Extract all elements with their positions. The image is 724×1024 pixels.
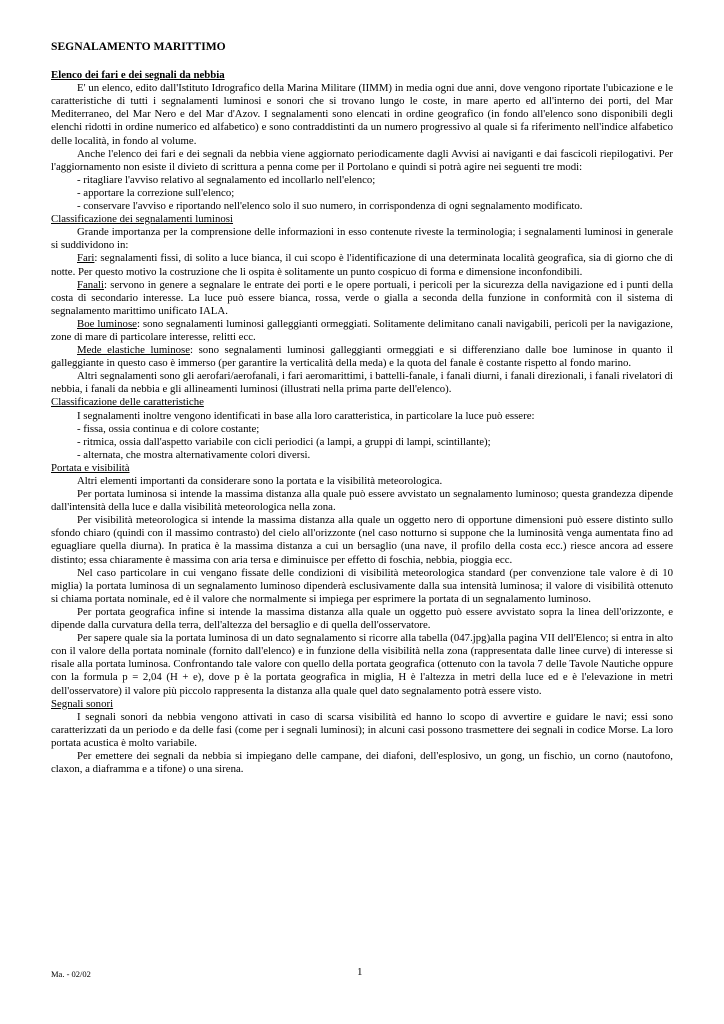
section-heading-portata: Portata e visibilità: [51, 461, 130, 474]
list-item: - fissa, ossia continua e di colore costante;: [77, 422, 260, 435]
term-mede-elastiche: Mede elastiche luminose: [77, 344, 191, 357]
paragraph: Per portata luminosa si intende la massima distanza alla quale può essere avvistato un segnalamento luminoso; questa grandezza dipende dall'intensità della luce e dalla visibilità meteorologica nella zona.: [51, 488, 673, 514]
list-item: - ritagliare l'avviso relativo al segnalamento ed incollarlo nell'elenco;: [77, 173, 376, 186]
list-item: - apportare la correzione sull'elenco;: [77, 186, 235, 199]
section-heading-classificazione-caratteristiche: Classificazione delle caratteristiche: [51, 396, 204, 409]
document-page: [51, 40, 673, 776]
document-title: SEGNALAMENTO MARITTIMO: [51, 40, 226, 53]
definition-fanali: [51, 279, 673, 318]
paragraph: E' un elenco, edito dall'Istituto Idrografico della Marina Militare (IIMM) in media ogni due anni, dove vengono riportate l'ubicazione e le caratteristiche di tutti i segnalamenti luminosi e sonori che si trovano lungo le coste, in mare aperto ed all'interno dei porti, del Mar Mediterraneo, del Mar Nero e del Mar d'Azov. I segnalamenti sono elencati in ordine geografico (in fondo all'elenco sono disponibili degli elenchi ridotti in ordine numerico ed alfabetico) e sono contraddistinti da un numero progressivo al quale si fa riferimento nell'indice alfabetico delle località, in fondo al volume.: [51, 82, 673, 147]
definition-text: : servono in genere a segnalare le entrate dei porti e le opere portuali, i pericoli per la sicurezza della navigazione ed i punti della costa di secondario interesse. La luce può essere bianca, rossa, verde o gialla a seconda della funzione in conformità con il sistema di segnalamento marittimo unificato IALA.: [51, 278, 673, 317]
paragraph: Grande importanza per la comprensione delle informazioni in esso contenute riveste la terminologia; i segnalamenti luminosi in generale si suddividono in:: [51, 226, 673, 252]
definition-text: : sono segnalamenti luminosi galleggianti ormeggiati. Solitamente delimitano canali navigabili, pericoli per la navigazione, zone di mare di particolare interesse, relitti ecc.: [51, 317, 673, 343]
definition-mede: [51, 344, 673, 370]
paragraph: Nel caso particolare in cui vengano fissate delle condizioni di visibilità meteorologica standard (per convenzione tale valore è di 10 miglia) la portata luminosa di un segnalamento luminoso dipenderà esclusivamente dalla sua intensità luminosa; il valore di visibilità ottenuto si chiama portata nominale, ed è il valore che normalmente si impiega per esprimere la portata di un segnalamento luminoso.: [51, 566, 673, 605]
definition-boe: [51, 318, 673, 344]
paragraph: Anche l'elenco dei fari e dei segnali da nebbia viene aggiornato periodicamente dagli Avvisi ai naviganti e dai fascicoli riepilogativi. Per l'aggiornamento non esiste il divieto di scrittura a penna come per il Portolano e quindi si potrà agire nei seguenti tre modi:: [51, 147, 673, 173]
term-boe-luminose: Boe luminose: [77, 317, 137, 330]
paragraph: Per portata geografica infine si intende la massima distanza alla quale un oggetto può essere avvistato sopra la linea dell'orizzonte, e dipende dalla curvatura della terra, dell'altezza del bersaglio e di quella dell'osservatore.: [51, 605, 673, 632]
paragraph: Per sapere quale sia la portata luminosa di un dato segnalamento si ricorre alla tabella (047.jpg)alla pagina VII dell'Elenco; si entra in alto con il valore della portata nominale (fornito dall'elenco) e in funzione della visibilità nella zona (rappresentata dalle linee curve) di interesse si risale alla portata luminosa. Confrontando tale valore con quello della portata geografica (ottenuto con la tavola 7 delle Tavole Nautiche oppure con la formula p = 2,04 (H + e), dove p è la portata geografica in miglia, H è l'altezza in metri della luce ed e è l'elevazione in metri dell'osservatore) il valore più piccolo rappresenta la distanza alla quale quel dato segnalamento potrà essere visto.: [51, 632, 673, 697]
list-item: - conservare l'avviso e riportando nell'elenco solo il suo numero, in corrispondenza di ogni segnalamento modificato.: [77, 200, 583, 213]
footer-date: Ma. - 02/02: [51, 969, 91, 979]
paragraph: Altri elementi importanti da considerare sono la portata e la visibilità meteorologica.: [77, 475, 443, 487]
definition-text: : segnalamenti fissi, di solito a luce bianca, il cui scopo è l'identificazione di una determinata località geografica, sia di giorno che di notte. Per questo motivo la costruzione che li ospita è solitamente un punto cospicuo di forma e dimensione inconfondibili.: [51, 252, 673, 278]
definition-fari: [51, 252, 673, 278]
paragraph: I segnali sonori da nebbia vengono attivati in caso di scarsa visibilità ed hanno lo scopo di avvertire e guidare le navi; essi sono caratterizzati da un periodo e da delle fasi (come per i segnali luminosi); in alcuni casi possono trasmettere dei segnali in codice Morse. La loro portata acustica è molto variabile.: [51, 710, 673, 749]
section-heading-segnali-sonori: Segnali sonori: [51, 697, 114, 710]
term-fanali: Fanali: [77, 278, 104, 291]
definition-text: : sono segnalamenti luminosi galleggianti ormeggiati e si differenziano dalle boe luminose in quanto il galleggiante in questo caso è immerso (per garantire la verticalità della meda) e la quota del fanale è costante rispetto al fondo marino.: [51, 344, 673, 370]
paragraph: Altri segnalamenti sono gli aerofari/aerofanali, i fari aeromarittimi, i battelli-fanale, i fanali diurni, i fanali direzionali, i fanali rivelatori di nebbia, i fanali da nebbia e gli allineamenti luminosi (illustrati nella prima parte dell'elenco).: [51, 370, 673, 396]
term-fari: Fari: [77, 252, 95, 265]
paragraph: I segnalamenti inoltre vengono identificati in base alla loro caratteristica, in particolare la luce può essere:: [77, 409, 535, 422]
paragraph: Per visibilità meteorologica si intende la massima distanza alla quale un oggetto nero di opportune dimensioni può essere distinto sullo sfondo chiaro (quindi con il massimo contrasto) del cielo all'orizzonte (nel caso notturno si suppone che la luminosità venga aumentata fino ad eguagliare quella diurna). In pratica è la massima distanza a cui un bersaglio (una nave, il profilo della costa ecc.) riesce ancora ad essere distinto; essa chiaramente è massima con aria tersa e diminuisce per effetto di foschia, nebbia, pioggia ecc.: [51, 514, 673, 566]
page-number: 1: [357, 966, 363, 978]
section-heading-elenco: Elenco dei fari e dei segnali da nebbia: [51, 69, 225, 82]
list-item: - ritmica, ossia dall'aspetto variabile con cicli periodici (a lampi, a gruppi di lampi, scintillante);: [77, 435, 491, 448]
paragraph: Per emettere dei segnali da nebbia si impiegano delle campane, dei diafoni, dell'esplosivo, un gong, un fischio, un corno (nautofono, claxon, a diaframma e a tifone) o una sirena.: [51, 749, 673, 776]
section-heading-classificazione-segnalamenti: Classificazione dei segnalamenti luminosi: [51, 213, 234, 226]
list-item: - alternata, che mostra alternativamente colori diversi.: [77, 448, 311, 461]
